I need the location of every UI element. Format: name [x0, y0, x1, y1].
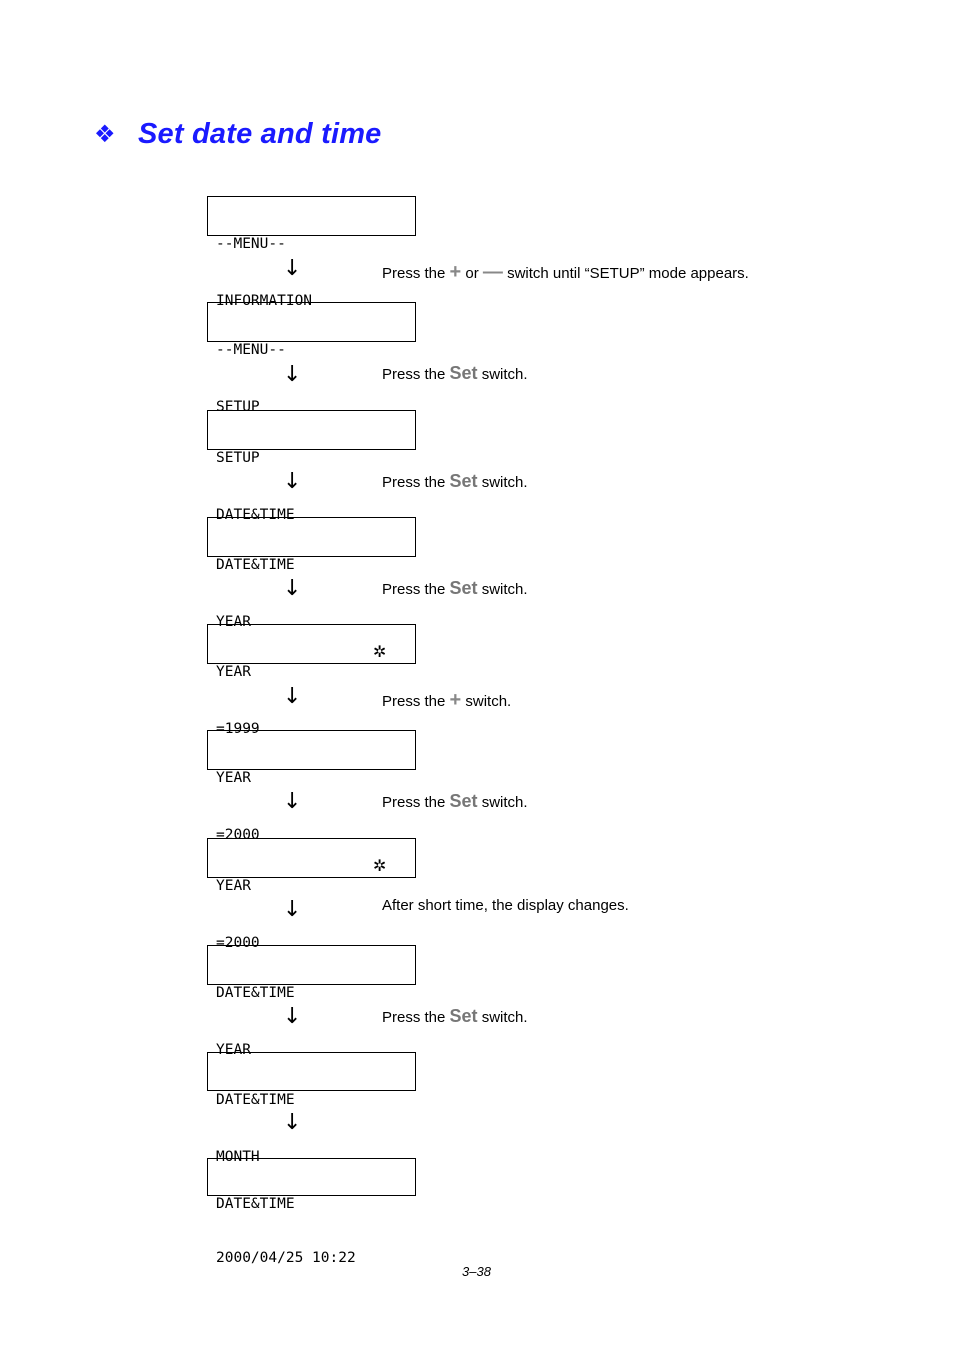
down-arrow-icon: ↓	[283, 469, 302, 494]
instruction-text: Press the	[382, 693, 450, 710]
down-arrow-icon: ↓	[283, 684, 302, 709]
instruction-text: switch.	[477, 474, 528, 491]
lcd-line-1: YEAR	[216, 770, 251, 786]
down-arrow-icon: ↓	[283, 1004, 302, 1029]
lcd-line-2: =1999	[216, 721, 260, 737]
page-number: 3–38	[462, 1264, 491, 1279]
page-title: Set date and time	[138, 117, 382, 150]
instruction-text: Press the	[382, 474, 450, 491]
instruction-step	[382, 471, 528, 493]
lcd-line-1: YEAR	[216, 878, 251, 894]
down-arrow-icon: ↓	[283, 789, 302, 814]
lcd-line-2: =2000	[216, 935, 260, 951]
lcd-line-1: DATE&TIME	[216, 1092, 295, 1108]
lcd-line-1: YEAR	[216, 664, 251, 680]
instruction-text: switch until “SETUP” mode appears.	[502, 265, 749, 282]
instruction-text: switch.	[477, 581, 528, 598]
lcd-line-2: YEAR	[216, 614, 251, 630]
set-switch-label: Set	[449, 791, 478, 811]
instruction-step	[382, 262, 749, 284]
lcd-line-1: --MENU--	[216, 236, 286, 252]
instruction-text: or	[461, 265, 483, 282]
lcd-line-1: DATE&TIME	[216, 1196, 295, 1212]
down-arrow-icon: ↓	[283, 362, 302, 387]
lcd-line-2: =2000	[216, 827, 260, 843]
section-heading	[94, 114, 382, 154]
instruction-text: switch.	[461, 693, 512, 710]
down-arrow-icon: ↓	[283, 256, 302, 281]
lcd-line-1: DATE&TIME	[216, 985, 295, 1001]
instruction-text: Press the	[382, 1009, 450, 1026]
diamond-cluster-icon: ❖	[94, 120, 116, 148]
instruction-text: Press the	[382, 265, 450, 282]
lcd-line-2: MONTH	[216, 1149, 260, 1165]
instruction-text: Press the	[382, 581, 450, 598]
lcd-screen	[207, 838, 416, 951]
instruction-text: After short time, the display changes.	[382, 897, 629, 914]
instruction-text: Press the	[382, 366, 450, 383]
down-arrow-icon: ↓	[283, 576, 302, 601]
instruction-step	[382, 363, 528, 385]
set-switch-label: Set	[449, 363, 478, 383]
plus-switch-icon: +	[449, 261, 462, 283]
lcd-line-1: SETUP	[216, 450, 260, 466]
lcd-screen	[207, 1052, 416, 1165]
instruction-step	[382, 578, 528, 600]
down-arrow-icon: ↓	[283, 1110, 302, 1135]
lcd-line-2: 2000/04/25 10:22	[216, 1250, 356, 1266]
lcd-line-2: INFORMATION	[216, 293, 313, 309]
instruction-step	[382, 1006, 528, 1028]
plus-switch-icon: +	[449, 689, 462, 711]
blink-cursor-icon: ✲	[373, 642, 387, 661]
lcd-screen	[207, 1158, 416, 1266]
blink-cursor-icon: ✲	[373, 856, 387, 875]
minus-switch-icon: —	[482, 261, 503, 283]
lcd-line-2: YEAR	[216, 1042, 251, 1058]
instruction-text: switch.	[477, 366, 528, 383]
set-switch-label: Set	[449, 1006, 478, 1026]
instruction-step	[382, 896, 629, 916]
set-switch-label: Set	[449, 471, 478, 491]
instruction-step	[382, 791, 528, 813]
down-arrow-icon: ↓	[283, 897, 302, 922]
instruction-text: switch.	[477, 794, 528, 811]
lcd-line-2: DATE&TIME	[216, 507, 295, 523]
lcd-line-1: --MENU--	[216, 342, 286, 358]
instruction-text: Press the	[382, 794, 450, 811]
lcd-line-1: DATE&TIME	[216, 557, 295, 573]
set-switch-label: Set	[449, 578, 478, 598]
lcd-line-2: SETUP	[216, 399, 260, 415]
instruction-step	[382, 690, 511, 712]
instruction-text: switch.	[477, 1009, 528, 1026]
